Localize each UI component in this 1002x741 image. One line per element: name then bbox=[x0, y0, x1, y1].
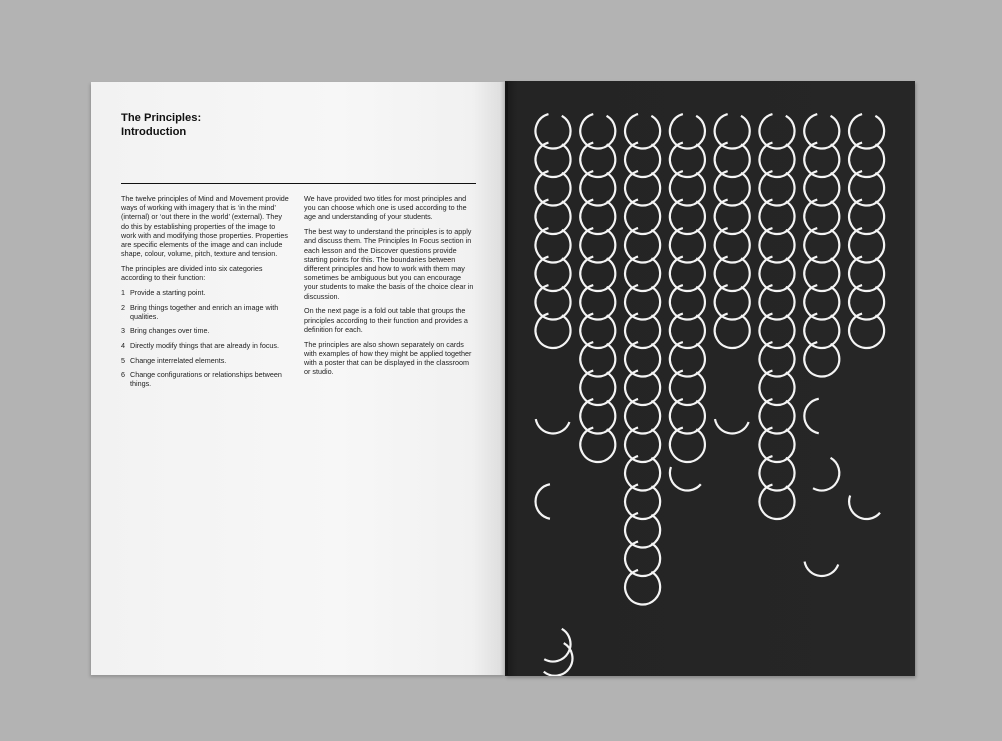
title-line-1: The Principles: bbox=[121, 112, 202, 124]
list-number: 6 bbox=[121, 370, 125, 380]
list-number: 5 bbox=[121, 355, 125, 365]
paragraph: On the next page is a fold out table that groups the principles according to their function and provides a definition for each. bbox=[304, 306, 468, 334]
loose-arc bbox=[536, 419, 570, 433]
paragraph: The twelve principles of Mind and Movement provide ways of working with imagery that is ‘in the mind’ (internal) or ‘out there in the world’ (external). They do this by establishing properties of the image to work with and modifying those properties. Properties are specific elements of the image and can include shape, colour, volume, pitch, texture and tension. bbox=[121, 194, 289, 259]
loose-arc bbox=[544, 643, 573, 676]
left-page bbox=[91, 82, 505, 675]
right-page bbox=[505, 81, 915, 676]
list-item bbox=[121, 326, 291, 335]
text-column-2 bbox=[304, 194, 474, 382]
loose-arc bbox=[670, 467, 701, 490]
list-number: 1 bbox=[121, 288, 125, 298]
ring bbox=[670, 114, 705, 148]
list-text: Bring things together and enrich an image with qualities. bbox=[130, 302, 279, 321]
list-text: Provide a starting point. bbox=[130, 288, 206, 298]
ring bbox=[580, 114, 615, 148]
list-text: Change interrelated elements. bbox=[130, 355, 227, 365]
page-title bbox=[121, 112, 321, 139]
ring bbox=[804, 114, 839, 148]
list-item bbox=[121, 370, 291, 388]
list-text: Change configurations or relationships between things. bbox=[130, 370, 282, 389]
category-list bbox=[121, 288, 291, 389]
list-item bbox=[121, 356, 291, 365]
list-text: Bring changes over time. bbox=[130, 326, 210, 336]
list-item bbox=[121, 288, 291, 297]
loose-arc bbox=[805, 562, 839, 576]
paragraph: The principles are also shown separately on cards with examples of how they might be applied together with a poster that can be displayed in the classroom or studio. bbox=[304, 339, 472, 377]
loose-arc bbox=[804, 399, 818, 433]
title-line-2: Introduction bbox=[121, 125, 187, 138]
ring-pattern-artwork bbox=[505, 81, 915, 676]
paragraph: The best way to understand the principles is to apply and discuss them. The Principles In Focus section in each lesson and the Discover questions provide starting points for this. The boundaries between different principles and how to work with them may sometimes be ambiguous but you can encourage your students to make the basis of the choice clear in discussion. bbox=[304, 227, 474, 301]
loose-arc bbox=[813, 458, 839, 491]
paragraph: We have provided two titles for most principles and you can choose which one is used according to the age and understanding of your students. bbox=[304, 194, 467, 222]
title-rule bbox=[121, 183, 476, 184]
list-text: Directly modify things that are already in focus. bbox=[130, 341, 280, 350]
list-number: 3 bbox=[121, 326, 125, 336]
list-item bbox=[121, 303, 291, 321]
text-column-1 bbox=[121, 194, 291, 394]
loose-arc bbox=[849, 496, 880, 519]
ring bbox=[536, 114, 571, 148]
loose-arc bbox=[715, 419, 749, 433]
ring bbox=[715, 114, 750, 148]
loose-arc bbox=[536, 484, 550, 518]
ring bbox=[625, 114, 660, 148]
list-number: 4 bbox=[121, 341, 125, 350]
ring bbox=[849, 114, 884, 148]
list-number: 2 bbox=[121, 302, 125, 312]
ring bbox=[760, 114, 795, 148]
paragraph: The principles are divided into six categories according to their function: bbox=[121, 264, 263, 283]
list-item bbox=[121, 341, 291, 350]
